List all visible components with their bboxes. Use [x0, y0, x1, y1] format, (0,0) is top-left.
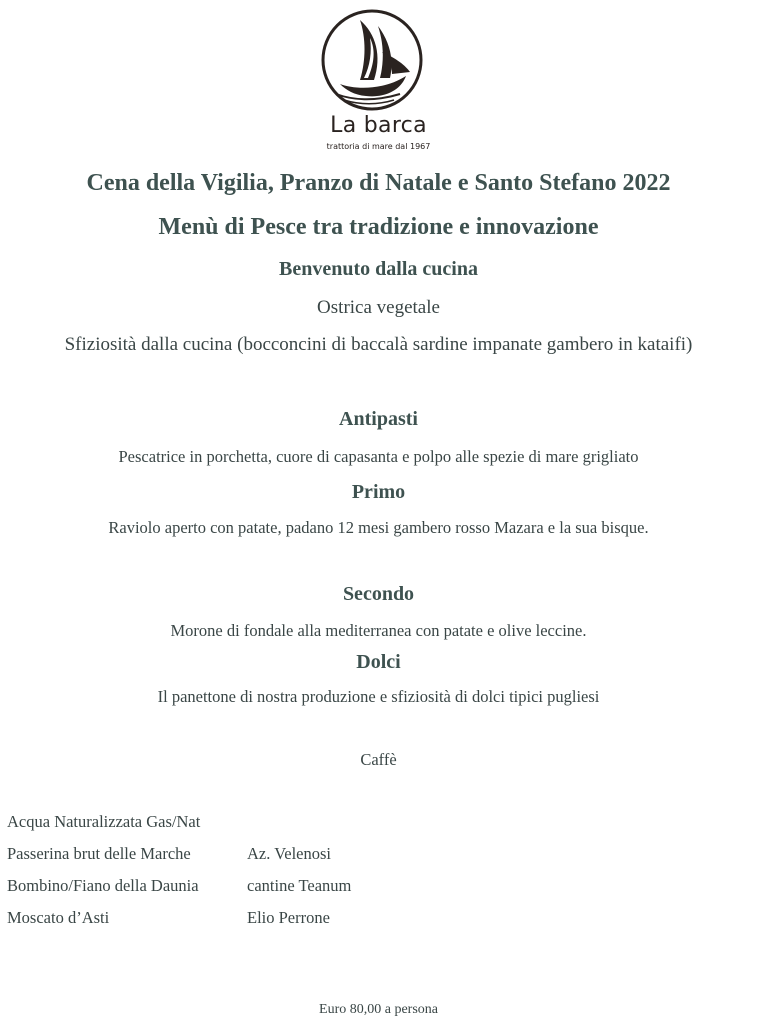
drink-name: Bombino/Fiano della Daunia: [7, 876, 199, 895]
brand-tagline: trattoria di mare dal 1967: [326, 142, 431, 151]
drink-name: Acqua Naturalizzata Gas/Nat: [7, 812, 201, 831]
section-heading-dolci: Dolci: [356, 651, 401, 673]
coffee: Caffè: [360, 750, 397, 769]
menu-item: Sfiziosità dalla cucina (bocconcini di baccalà sardine impanate gambero in kataifi): [64, 334, 693, 355]
price: Euro 80,00 a persona: [319, 1002, 438, 1017]
drink-producer: Az. Velenosi: [247, 844, 332, 863]
menu-title: Cena della Vigilia, Pranzo di Natale e Santo Stefano 2022: [86, 170, 671, 196]
section-heading-benvenuto: Benvenuto dalla cucina: [279, 258, 478, 280]
drink-name: Moscato d’Asti: [7, 908, 110, 927]
logo: [0, 0, 757, 160]
section-heading-secondo: Secondo: [342, 583, 415, 605]
menu-item: Raviolo aperto con patate, padano 12 mesi gambero rosso Mazara e la sua bisque.: [108, 518, 649, 537]
brand-name: La barca: [330, 113, 427, 138]
sailboat-icon: [320, 8, 424, 112]
drink-name: Passerina brut delle Marche: [7, 844, 191, 863]
menu-item: Il panettone di nostra produzione e sfiziosità di dolci tipici pugliesi: [157, 687, 600, 706]
section-heading-antipasti: Antipasti: [339, 408, 418, 430]
menu-item: Ostrica vegetale: [317, 297, 440, 318]
drink-producer: cantine Teanum: [247, 876, 352, 895]
drink-producer: Elio Perrone: [247, 908, 330, 927]
menu-item: Pescatrice in porchetta, cuore di capasanta e polpo alle spezie di mare grigliato: [118, 447, 639, 466]
section-heading-primo: Primo: [351, 481, 406, 503]
menu-subtitle: Menù di Pesce tra tradizione e innovazione: [158, 214, 599, 240]
menu-item: Morone di fondale alla mediterranea con patate e olive leccine.: [170, 621, 587, 640]
